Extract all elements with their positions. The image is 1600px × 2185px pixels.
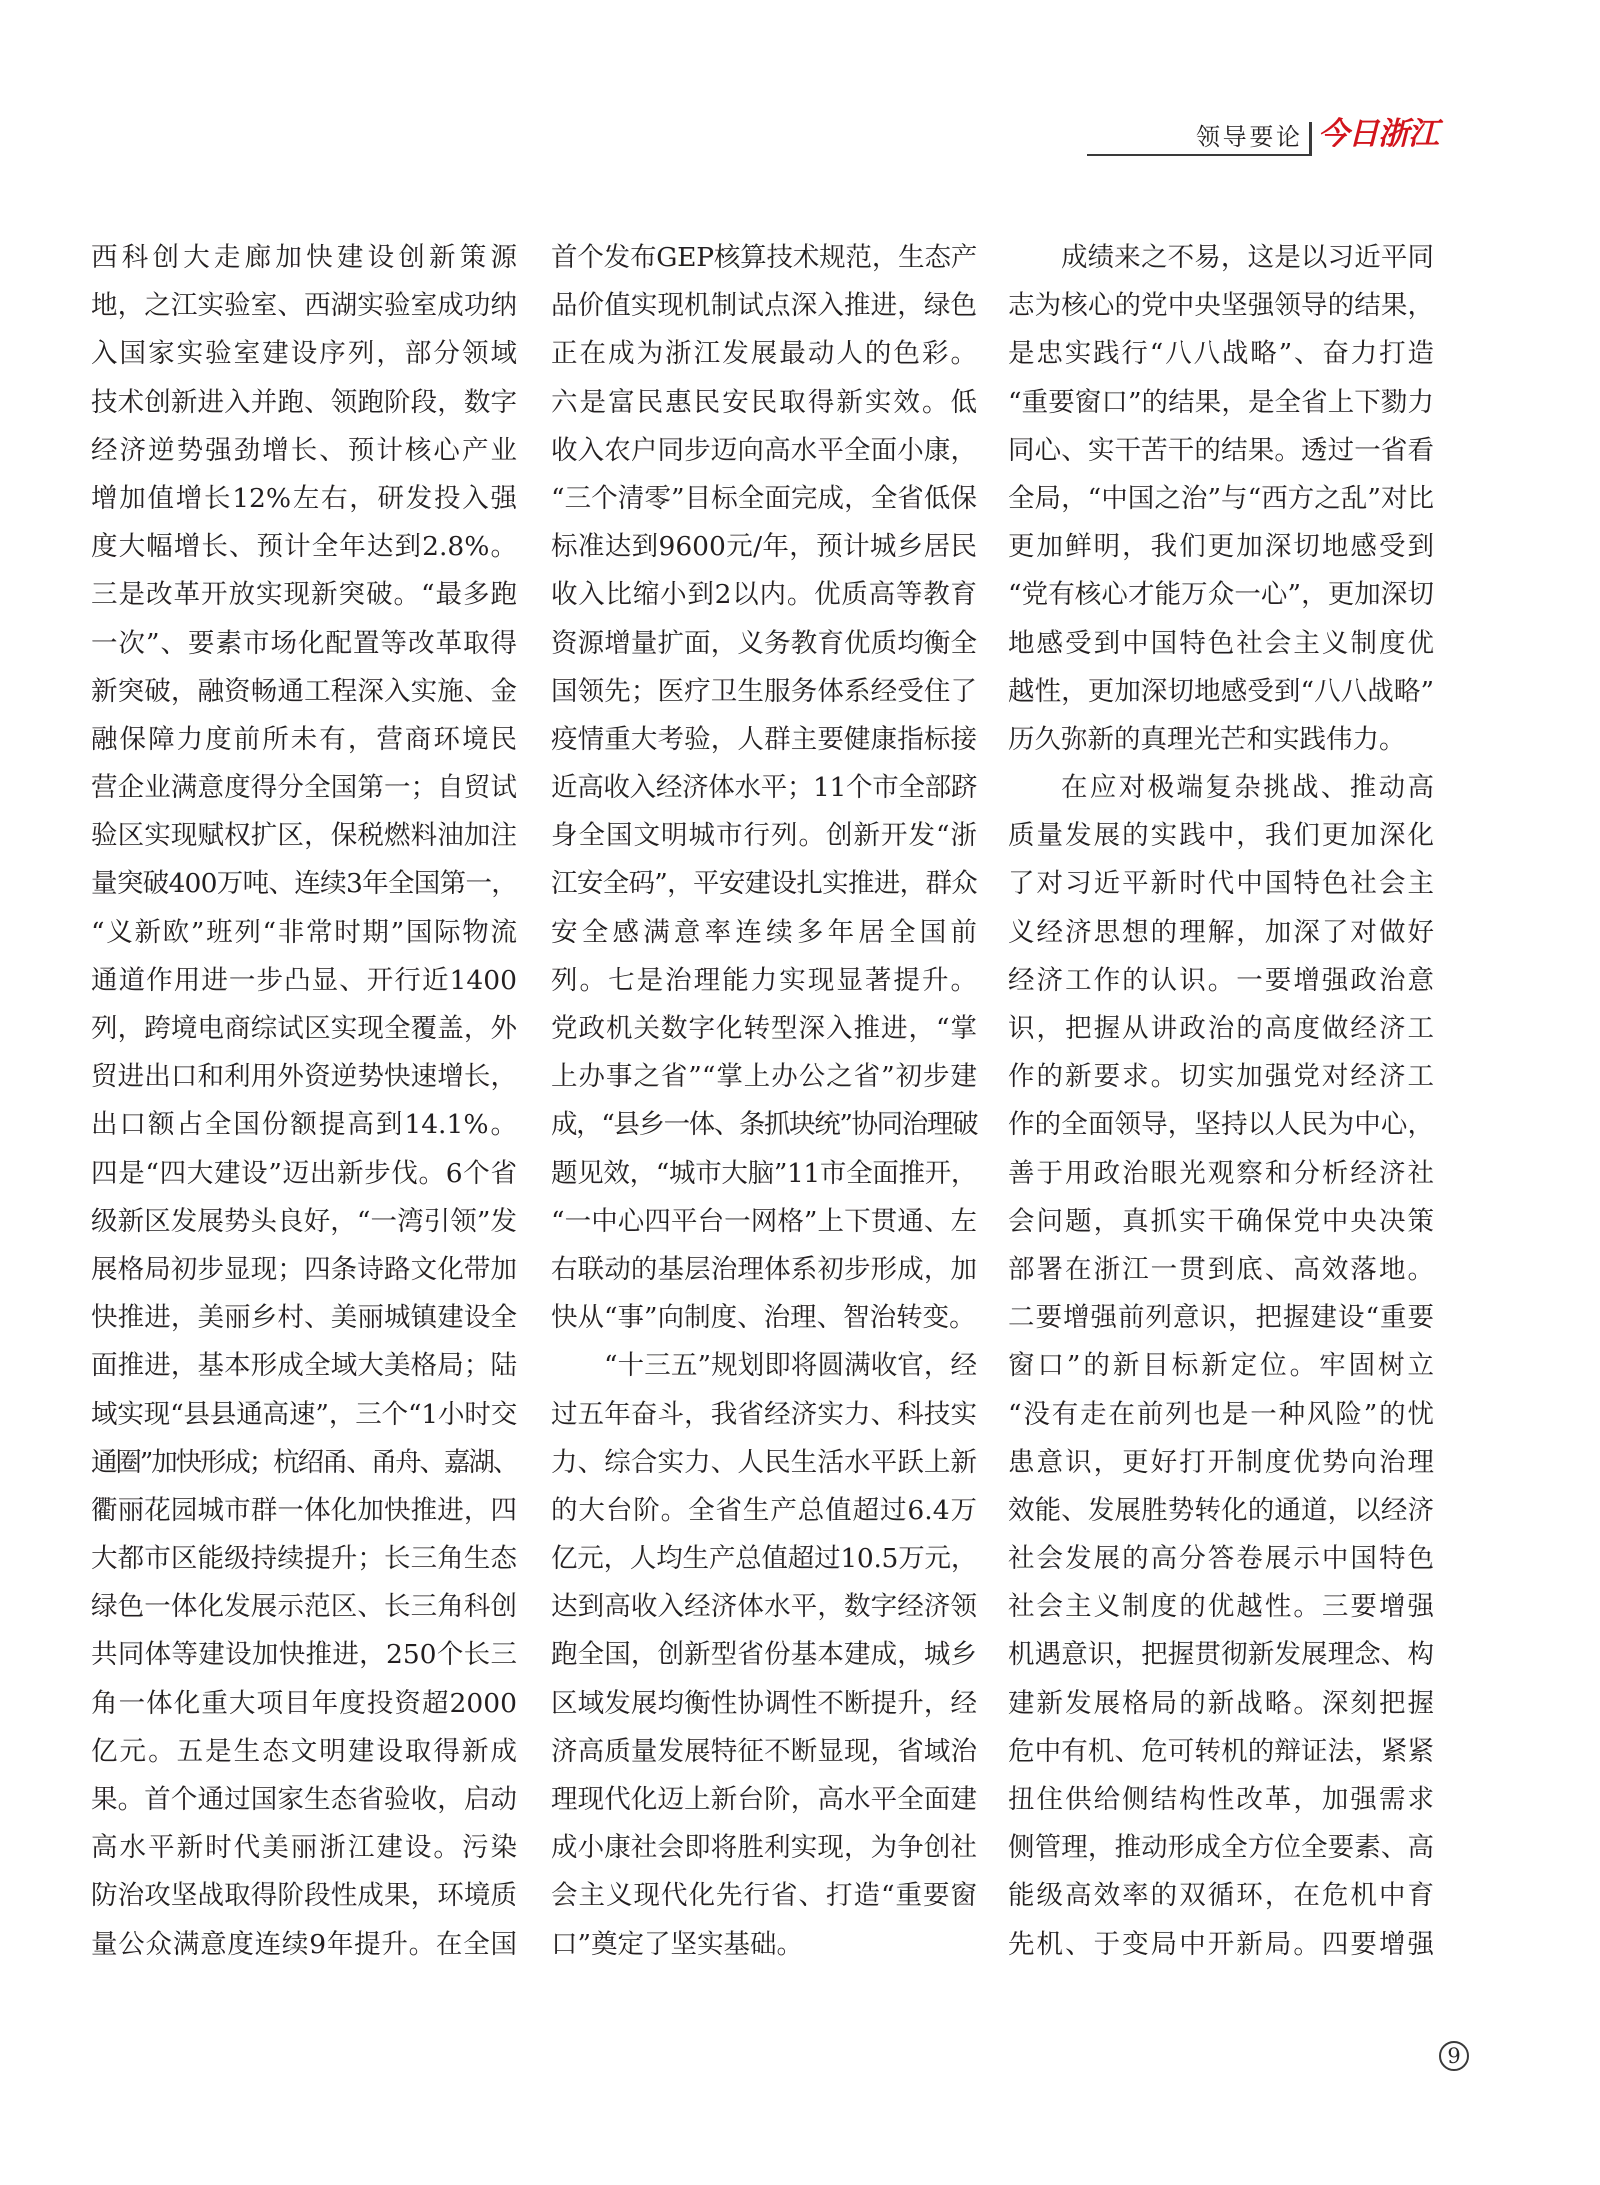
text-line: 疫情重大考验，人群主要健康指标接: [551, 723, 977, 755]
text-line: 危中有机、危可转机的辩证法，紧紧: [1008, 1735, 1434, 1767]
text-line: 三是改革开放实现新突破。“最多跑: [91, 579, 517, 611]
page-number: 9: [1439, 2041, 1469, 2071]
text-line: 经济逆势强劲增长、预计核心产业: [91, 434, 517, 466]
text-line: 安全感满意率连续多年居全国前: [551, 916, 977, 948]
text-line: 快从“事”向制度、治理、智治转变。: [551, 1302, 976, 1334]
text-line: 同心、实干苦干的结果。透过一省看: [1008, 434, 1434, 466]
text-line: 一次”、要素市场化配置等改革取得: [91, 627, 517, 659]
text-line: 列。七是治理能力实现显著提升。: [551, 964, 977, 996]
text-line: 西科创大走廊加快建设创新策源: [91, 242, 517, 273]
text-line: 标准达到9600元/年，预计城乡居民: [551, 531, 977, 563]
text-line: 会主义现代化先行省、打造“重要窗: [551, 1880, 977, 1912]
text-line: 展格局初步显现；四条诗路文化带加: [91, 1253, 517, 1285]
text-line: 国领先；医疗卫生服务体系经受住了: [551, 675, 977, 707]
text-line: 窗口”的新目标新定位。牢固树立: [1008, 1350, 1434, 1382]
text-line: 区域发展均衡性协调性不断提升，经: [551, 1687, 977, 1719]
text-column-2: [551, 234, 977, 1969]
text-line: 验区实现赋权扩区，保税燃料油加注: [91, 820, 517, 852]
text-line: 级新区发展势头良好，“一湾引领”发: [91, 1205, 517, 1237]
text-line: 扭住供给侧结构性改革，加强需求: [1008, 1784, 1434, 1815]
text-line: 域实现“县县通高速”，三个“1小时交: [91, 1398, 517, 1430]
text-line: 收入农户同步迈向高水平全面小康，: [551, 434, 977, 466]
text-line: 新突破，融资畅通工程深入实施、金: [91, 675, 517, 707]
text-line: 增加值增长12%左右，研发投入强: [91, 482, 517, 514]
text-line: 江安全码”，平安建设扎实推进，群众: [551, 868, 977, 900]
text-line: 口”奠定了坚实基础。: [551, 1928, 804, 1960]
text-line: 力、综合实力、人民生活水平跃上新: [551, 1446, 977, 1478]
text-line: 是忠实践行“八八战略”、奋力打造: [1008, 338, 1434, 370]
header-divider: [1309, 122, 1312, 156]
text-line: 通圈”加快形成；杭绍甬、甬舟、嘉湖、: [91, 1446, 517, 1478]
text-line: 身全国文明城市行列。创新开发“浙: [551, 820, 977, 852]
text-line: 营企业满意度得分全国第一；自贸试: [91, 772, 517, 804]
text-line: 社会主义制度的优越性。三要增强: [1008, 1591, 1434, 1623]
text-line: 出口额占全国份额提高到14.1%。: [91, 1109, 517, 1141]
text-line: 融保障力度前所未有，营商环境民: [91, 723, 517, 755]
text-line: 过五年奋斗，我省经济实力、科技实: [551, 1398, 977, 1430]
text-line: 量突破400万吨、连续3年全国第一，: [91, 868, 517, 900]
text-line: 题见效，“城市大脑”11市全面推开，: [551, 1157, 977, 1189]
text-column-3: [1008, 234, 1434, 1969]
text-line: 更加鲜明，我们更加深切地感受到: [1008, 531, 1434, 563]
text-line: 历久弥新的真理光芒和实践伟力。: [1008, 723, 1406, 755]
text-line: 济高质量发展特征不断显现，省域治: [551, 1735, 977, 1767]
text-line: 建新发展格局的新战略。深刻把握: [1008, 1687, 1434, 1719]
text-line: 大都市区能级持续提升；长三角生态: [91, 1543, 517, 1575]
text-line: 右联动的基层治理体系初步形成，加: [551, 1253, 977, 1285]
text-line: “义新欧”班列“非常时期”国际物流: [91, 916, 517, 948]
text-line: 通道作用进一步凸显、开行近1400: [91, 964, 517, 996]
text-line: 能级高效率的双循环，在危机中育: [1008, 1880, 1434, 1912]
text-line: 部署在浙江一贯到底、高效落地。: [1008, 1253, 1434, 1285]
text-line: “三个清零”目标全面完成，全省低保: [551, 482, 977, 514]
text-line: 首个发布GEP核算技术规范，生态产: [551, 242, 977, 273]
text-line: 患意识，更好打开制度优势向治理: [1008, 1446, 1434, 1478]
text-line: 善于用政治眼光观察和分析经济社: [1008, 1157, 1434, 1189]
text-line: 在应对极端复杂挑战、推动高: [1061, 772, 1434, 804]
text-line: 亿元。五是生态文明建设取得新成: [91, 1735, 517, 1767]
text-line: “没有走在前列也是一种风险”的忧: [1008, 1398, 1434, 1430]
text-line: 了对习近平新时代中国特色社会主: [1008, 868, 1434, 900]
text-line: 角一体化重大项目年度投资超2000: [91, 1687, 517, 1719]
text-line: 全局，“中国之治”与“西方之乱”对比: [1008, 482, 1434, 514]
text-line: 高水平新时代美丽浙江建设。污染: [91, 1832, 517, 1864]
text-line: 会问题，真抓实干确保党中央决策: [1008, 1205, 1434, 1237]
text-line: 二要增强前列意识，把握建设“重要: [1008, 1302, 1434, 1334]
text-line: 的大台阶。全省生产总值超过6.4万: [551, 1494, 977, 1526]
text-line: 侧管理，推动形成全方位全要素、高: [1008, 1832, 1434, 1864]
text-line: 面推进，基本形成全域大美格局；陆: [91, 1350, 517, 1382]
magazine-logo: 今日浙江: [1318, 116, 1438, 152]
section-title: 领导要论: [1196, 123, 1300, 151]
text-line: 上办事之省”“掌上办公之省”初步建: [551, 1061, 977, 1093]
text-line: 近高收入经济体水平；11个市全部跻: [551, 772, 977, 804]
text-line: 经济工作的认识。一要增强政治意: [1008, 964, 1434, 996]
text-line: 达到高收入经济体水平，数字经济领: [551, 1591, 977, 1623]
text-line: 党政机关数字化转型深入推进，“掌: [551, 1013, 977, 1044]
text-line: 作的全面领导，坚持以人民为中心，: [1008, 1109, 1434, 1141]
text-line: 防治攻坚战取得阶段性成果，环境质: [91, 1880, 517, 1912]
text-line: 先机、于变局中开新局。四要增强: [1008, 1928, 1434, 1960]
text-line: 地感受到中国特色社会主义制度优: [1008, 627, 1434, 659]
text-line: 理现代化迈上新台阶，高水平全面建: [551, 1784, 977, 1815]
header-rule: [1087, 154, 1311, 156]
text-line: 成，“县乡一体、条抓块统”协同治理破: [551, 1109, 977, 1141]
text-line: 果。首个通过国家生态省验收，启动: [91, 1784, 517, 1815]
text-line: 绿色一体化发展示范区、长三角科创: [91, 1591, 517, 1623]
text-line: 列，跨境电商综试区实现全覆盖，外: [91, 1013, 517, 1044]
text-line: 正在成为浙江发展最动人的色彩。: [551, 338, 977, 370]
text-line: 共同体等建设加快推进，250个长三: [91, 1639, 517, 1671]
text-line: 量公众满意度连续9年提升。在全国: [91, 1928, 517, 1960]
text-line: 识，把握从讲政治的高度做经济工: [1008, 1013, 1434, 1044]
text-line: 社会发展的高分答卷展示中国特色: [1008, 1543, 1434, 1575]
text-line: 技术创新进入并跑、领跑阶段，数字: [91, 386, 517, 418]
text-line: 快推进，美丽乡村、美丽城镇建设全: [91, 1302, 517, 1334]
text-line: 跑全国，创新型省份基本建成，城乡: [551, 1639, 977, 1671]
text-line: 资源增量扩面，义务教育优质均衡全: [551, 627, 977, 659]
text-line: “一中心四平台一网格”上下贯通、左: [551, 1205, 977, 1237]
text-line: 机遇意识，把握贯彻新发展理念、构: [1008, 1639, 1434, 1671]
text-line: 越性，更加深切地感受到“八八战略”: [1008, 675, 1434, 707]
text-line: 四是“四大建设”迈出新步伐。6个省: [91, 1157, 517, 1189]
text-line: 度大幅增长、预计全年达到2.8%。: [91, 531, 517, 563]
text-line: 志为核心的党中央坚强领导的结果，: [1008, 290, 1434, 322]
text-line: 作的新要求。切实加强党对经济工: [1008, 1061, 1434, 1093]
text-line: “十三五”规划即将圆满收官，经: [604, 1350, 977, 1382]
text-line: 品价值实现机制试点深入推进，绿色: [551, 290, 977, 322]
text-line: 义经济思想的理解，加深了对做好: [1008, 916, 1434, 948]
text-line: 衢丽花园城市群一体化加快推进，四: [91, 1494, 517, 1526]
text-line: 贸进出口和利用外资逆势快速增长，: [91, 1061, 517, 1093]
text-line: “重要窗口”的结果，是全省上下勠力: [1008, 386, 1434, 418]
text-line: 地，之江实验室、西湖实验室成功纳: [91, 290, 517, 322]
text-line: 成绩来之不易，这是以习近平同: [1061, 242, 1434, 273]
text-line: 入国家实验室建设序列，部分领域: [91, 338, 517, 370]
text-line: 六是富民惠民安民取得新实效。低: [551, 386, 977, 418]
text-line: 质量发展的实践中，我们更加深化: [1008, 820, 1434, 852]
text-column-1: [91, 234, 517, 1969]
text-line: 亿元，人均生产总值超过10.5万元，: [551, 1543, 977, 1575]
text-line: 成小康社会即将胜利实现，为争创社: [551, 1832, 977, 1864]
text-line: 收入比缩小到2以内。优质高等教育: [551, 579, 977, 611]
text-line: “党有核心才能万众一心”，更加深切: [1008, 579, 1434, 611]
text-line: 效能、发展胜势转化的通道，以经济: [1008, 1494, 1434, 1526]
